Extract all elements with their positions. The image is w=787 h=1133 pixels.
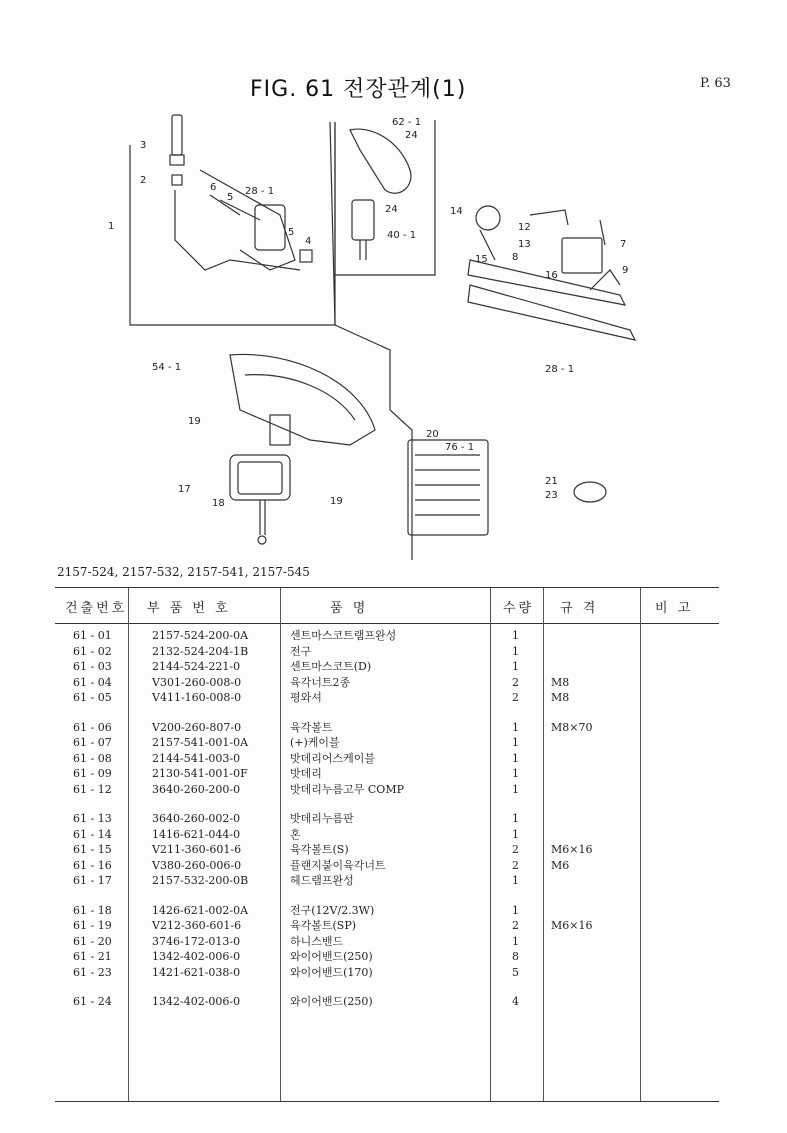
part-no-cell: V200-260-807-0 [152, 720, 242, 734]
callout-5b: 5 [288, 227, 295, 238]
part-name-cell: 육각볼트(SP) [290, 919, 357, 932]
ref-no-cell: 61 - 12 [73, 782, 112, 796]
callout-21: 21 [545, 476, 558, 487]
page-title: FIG. 61 전장관계(1) [250, 77, 467, 102]
part-no-cell: 2132-524-204-1B [152, 644, 249, 658]
table-row [55, 918, 719, 934]
callout-28-1b: 28 - 1 [545, 364, 575, 375]
header-part-no: 부 품 번 호 [147, 601, 231, 616]
qty-cell: 1 [512, 644, 519, 658]
spec-cell: M6 [551, 858, 570, 872]
qty-cell: 1 [512, 934, 519, 948]
part-name-cell: 센트마스코트램프완성 [290, 629, 397, 642]
part-no-cell: 1426-621-002-0A [152, 903, 249, 917]
part-no-cell: 3640-260-002-0 [152, 812, 241, 825]
ref-no-cell: 61 - 20 [73, 934, 112, 948]
qty-cell: 1 [512, 629, 519, 642]
callout-76-1: 76 - 1 [445, 442, 475, 453]
callout-7: 7 [620, 239, 627, 250]
part-name-cell: 혼 [290, 827, 301, 841]
part-name-cell: 전구(12V/2.3W) [290, 903, 375, 917]
callout-6: 6 [210, 182, 217, 193]
ref-no-cell: 61 - 04 [73, 675, 112, 689]
part-name-cell: 밧데리어스케이블 [290, 751, 376, 765]
table-row [55, 994, 719, 1010]
callout-62-1: 62 - 1 [392, 117, 422, 128]
qty-cell: 1 [512, 827, 519, 841]
table-row [55, 782, 719, 798]
qty-cell: 8 [512, 950, 519, 963]
table-row [55, 858, 719, 874]
callout-19b: 19 [330, 496, 343, 507]
table-body [55, 628, 719, 1010]
callout-12: 12 [518, 222, 531, 233]
ref-no-cell: 61 - 19 [73, 919, 112, 932]
part-no-cell: V211-360-601-6 [152, 843, 242, 856]
ref-no-cell: 61 - 24 [73, 995, 112, 1008]
spec-cell: M6×16 [551, 919, 593, 932]
header-ref-no: 건출번호 [65, 601, 128, 616]
part-no-cell: V212-360-601-6 [152, 919, 242, 932]
qty-cell: 1 [512, 736, 519, 749]
part-no-cell: 1421-621-038-0 [152, 965, 241, 979]
table-row [55, 766, 719, 782]
callout-17: 17 [178, 484, 191, 495]
part-no-cell: 1416-621-044-0 [152, 827, 241, 841]
table-row [55, 827, 719, 843]
callout-40-1: 40 - 1 [387, 230, 417, 241]
part-name-cell: 전구 [290, 644, 312, 658]
part-name-cell: 헤드램프완성 [290, 874, 354, 887]
part-no-cell: 2157-532-200-0B [152, 874, 249, 887]
part-name-cell: 하니스밴드 [290, 934, 344, 948]
callout-24b: 24 [385, 204, 398, 215]
table-header [55, 588, 719, 624]
callout-28-1a: 28 - 1 [245, 186, 275, 197]
table-row [55, 659, 719, 675]
table-row [55, 873, 719, 889]
parts-diagram [90, 110, 740, 560]
part-name-cell: 밧데리누름고무 COMP [290, 782, 404, 796]
qty-cell: 1 [512, 767, 519, 780]
header-remark: 비 고 [655, 601, 694, 616]
ref-no-cell: 61 - 01 [73, 629, 112, 642]
part-no-cell: 1342-402-006-0 [152, 995, 241, 1008]
table-row [55, 690, 719, 706]
callout-1: 1 [108, 221, 115, 232]
part-no-cell: 1342-402-006-0 [152, 950, 241, 963]
ref-no-cell: 61 - 15 [73, 843, 112, 856]
qty-cell: 5 [512, 965, 519, 979]
table-row [55, 675, 719, 691]
part-no-cell: V301-260-008-0 [152, 675, 242, 689]
part-no-cell: 2157-541-001-0A [152, 736, 249, 749]
callout-24a: 24 [405, 130, 418, 141]
header-spec: 규 격 [560, 601, 599, 616]
part-no-cell: 2157-524-200-0A [152, 629, 249, 642]
spec-cell: M8×70 [551, 720, 593, 734]
spec-cell: M8 [551, 691, 570, 704]
callout-4: 4 [305, 236, 312, 247]
qty-cell: 2 [512, 675, 519, 689]
part-name-cell: 평와셔 [290, 691, 322, 704]
callout-9: 9 [622, 265, 629, 276]
part-name-cell: 밧데리누름판 [290, 812, 354, 825]
table-row [55, 903, 719, 919]
page-number: P. 63 [700, 76, 731, 91]
table-row [55, 934, 719, 950]
part-no-cell: V411-160-008-0 [152, 691, 242, 704]
ref-no-cell: 61 - 16 [73, 858, 112, 872]
part-name-cell: 와이어밴드(250) [290, 995, 373, 1008]
part-name-cell: 육각볼트 [290, 720, 333, 734]
table-row [55, 720, 719, 736]
ref-no-cell: 61 - 09 [73, 767, 112, 780]
part-name-cell: 와이어밴드(250) [290, 950, 373, 963]
part-name-cell: 와이어밴드(170) [290, 965, 373, 979]
qty-cell: 1 [512, 720, 519, 734]
ref-no-cell: 61 - 07 [73, 736, 112, 749]
part-name-cell: 육각너트2종 [290, 675, 351, 689]
qty-cell: 1 [512, 751, 519, 765]
callout-23: 23 [545, 490, 558, 501]
part-no-cell: 2144-524-221-0 [152, 660, 241, 673]
ref-no-cell: 61 - 02 [73, 644, 112, 658]
qty-cell: 4 [512, 995, 519, 1008]
part-no-cell: 3746-172-013-0 [152, 934, 241, 948]
callout-2: 2 [140, 175, 147, 186]
callout-5a: 5 [227, 192, 234, 203]
table-row [55, 751, 719, 767]
ref-no-cell: 61 - 23 [73, 965, 112, 979]
ref-no-cell: 61 - 18 [73, 903, 112, 917]
parts-table [55, 587, 719, 1102]
callout-3: 3 [140, 140, 147, 151]
table-row [55, 811, 719, 827]
qty-cell: 1 [512, 782, 519, 796]
qty-cell: 1 [512, 812, 519, 825]
part-name-cell: (+)케이블 [290, 736, 340, 749]
part-name-cell: 플랜지붙이육각너트 [290, 858, 386, 872]
callout-14: 14 [450, 206, 463, 217]
callout-13: 13 [518, 239, 531, 250]
ref-no-cell: 61 - 13 [73, 812, 112, 825]
part-no-cell: 3640-260-200-0 [152, 782, 241, 796]
ref-no-cell: 61 - 17 [73, 874, 112, 887]
callout-8: 8 [512, 252, 519, 263]
part-name-cell: 육각볼트(S) [290, 843, 349, 856]
part-no-cell: 2144-541-003-0 [152, 751, 241, 765]
callout-19a: 19 [188, 416, 201, 427]
header-part-name: 품 명 [330, 601, 369, 616]
callout-18: 18 [212, 498, 225, 509]
callout-15: 15 [475, 254, 488, 265]
qty-cell: 1 [512, 660, 519, 673]
qty-cell: 2 [512, 691, 519, 704]
spec-cell: M8 [551, 675, 570, 689]
part-name-cell: 밧데리 [290, 767, 322, 780]
qty-cell: 2 [512, 858, 519, 872]
table-row [55, 965, 719, 981]
table-row [55, 735, 719, 751]
ref-no-cell: 61 - 21 [73, 950, 112, 963]
qty-cell: 1 [512, 903, 519, 917]
callout-16: 16 [545, 270, 558, 281]
qty-cell: 1 [512, 874, 519, 887]
ref-no-cell: 61 - 03 [73, 660, 112, 673]
ref-no-cell: 61 - 05 [73, 691, 112, 704]
table-row [55, 628, 719, 644]
qty-cell: 2 [512, 919, 519, 932]
ref-no-cell: 61 - 06 [73, 720, 112, 734]
table-row [55, 842, 719, 858]
callout-20: 20 [426, 429, 439, 440]
part-no-cell: V380-260-006-0 [152, 858, 242, 872]
spec-cell: M6×16 [551, 843, 593, 856]
table-row [55, 644, 719, 660]
table-row [55, 949, 719, 965]
part-no-cell: 2130-541-001-0F [152, 767, 248, 780]
ref-no-cell: 61 - 08 [73, 751, 112, 765]
part-name-cell: 센트마스코트(D) [290, 660, 372, 673]
ref-no-cell: 61 - 14 [73, 827, 112, 841]
model-list: 2157-524, 2157-532, 2157-541, 2157-545 [57, 565, 310, 579]
qty-cell: 2 [512, 843, 519, 856]
callout-54-1: 54 - 1 [152, 362, 182, 373]
header-qty: 수량 [503, 601, 535, 616]
